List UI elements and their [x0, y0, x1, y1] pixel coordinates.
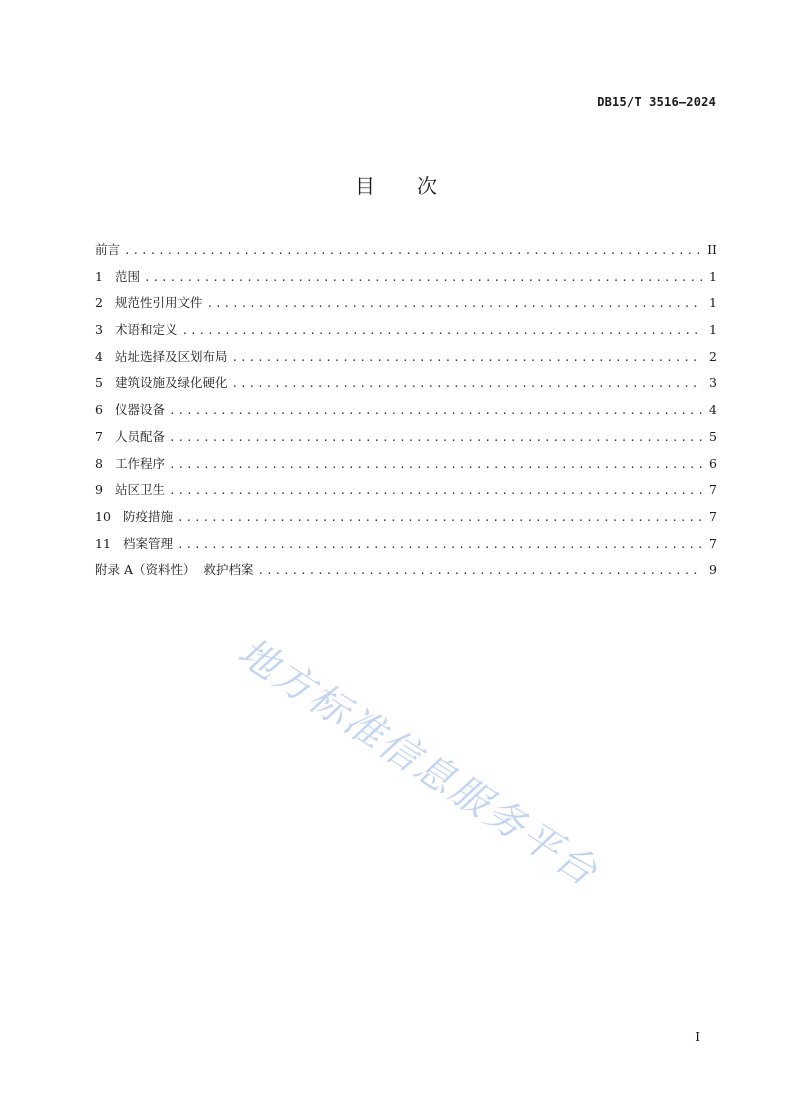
- toc-number: 11: [95, 535, 111, 551]
- toc-entry-4[interactable]: [95, 347, 717, 374]
- toc-number: 8: [95, 455, 103, 471]
- toc-page-number: 6: [709, 455, 717, 471]
- toc-entry-foreword[interactable]: [95, 240, 717, 267]
- toc-leader: [232, 377, 703, 390]
- toc-label: 规范性引用文件: [115, 295, 203, 311]
- toc-number: 6: [95, 402, 103, 418]
- toc-entry-10[interactable]: [95, 507, 717, 534]
- toc-leader: [177, 511, 703, 524]
- toc-page-number: 9: [709, 562, 717, 578]
- toc-number: 3: [95, 322, 103, 338]
- toc-page-number: 7: [709, 482, 717, 498]
- toc-leader: [177, 538, 703, 551]
- toc-entry-1[interactable]: [95, 267, 717, 294]
- toc-label: 附录 A（资料性） 救护档案: [95, 562, 254, 578]
- toc-leader: [207, 297, 703, 310]
- toc-page-number: II: [707, 242, 717, 257]
- toc-number: 4: [95, 348, 103, 364]
- title-char-1: 目: [355, 174, 375, 198]
- toc-page-number: 1: [709, 268, 717, 284]
- toc-number: 7: [95, 428, 103, 444]
- table-of-contents: [95, 240, 717, 587]
- toc-page-number: 2: [709, 348, 717, 364]
- toc-page-number: 1: [709, 295, 717, 311]
- toc-number: 1: [95, 268, 103, 284]
- toc-page-number: 7: [709, 508, 717, 524]
- toc-leader: [169, 404, 703, 417]
- toc-page-number: 5: [709, 428, 717, 444]
- toc-leader: [144, 271, 703, 284]
- toc-label: 术语和定义: [115, 322, 178, 338]
- toc-label: 人员配备: [115, 428, 166, 444]
- toc-label: 工作程序: [115, 455, 166, 471]
- toc-entry-3[interactable]: [95, 320, 717, 347]
- document-code: DB15/T 3516—2024: [597, 95, 716, 109]
- toc-leader: [169, 431, 703, 444]
- toc-page-number: 7: [709, 535, 717, 551]
- toc-number: 2: [95, 295, 103, 311]
- toc-entry-11[interactable]: [95, 534, 717, 561]
- toc-page-number: 4: [709, 402, 717, 418]
- toc-number: 5: [95, 375, 103, 391]
- toc-entry-9[interactable]: [95, 480, 717, 507]
- toc-page-number: 3: [709, 375, 717, 391]
- toc-leader: [182, 324, 703, 337]
- toc-entry-8[interactable]: [95, 454, 717, 481]
- page-number: I: [695, 1030, 700, 1044]
- toc-entry-6[interactable]: [95, 400, 717, 427]
- toc-page-number: 1: [709, 322, 717, 338]
- toc-entry-2[interactable]: [95, 293, 717, 320]
- toc-number: 10: [95, 508, 111, 524]
- toc-leader: [169, 484, 703, 497]
- toc-label: 站区卫生: [115, 482, 166, 498]
- toc-label: 范围: [115, 268, 141, 284]
- toc-leader: [169, 458, 703, 471]
- toc-leader: [257, 564, 703, 577]
- toc-label: 防疫措施: [123, 508, 174, 524]
- page-title: [0, 170, 792, 199]
- toc-entry-5[interactable]: [95, 373, 717, 400]
- title-char-2: 次: [417, 174, 437, 198]
- watermark: 地方标准信息服务平台: [229, 629, 607, 897]
- toc-entry-appendix-a[interactable]: [95, 560, 717, 587]
- toc-label: 仪器设备: [115, 402, 166, 418]
- toc-leader: [232, 351, 703, 364]
- toc-label: 档案管理: [123, 535, 174, 551]
- toc-entry-7[interactable]: [95, 427, 717, 454]
- toc-leader: [124, 244, 703, 257]
- toc-label: 前言: [95, 242, 121, 257]
- toc-label: 建筑设施及绿化硬化: [115, 375, 228, 391]
- toc-label: 站址选择及区划布局: [115, 348, 228, 364]
- toc-number: 9: [95, 482, 103, 498]
